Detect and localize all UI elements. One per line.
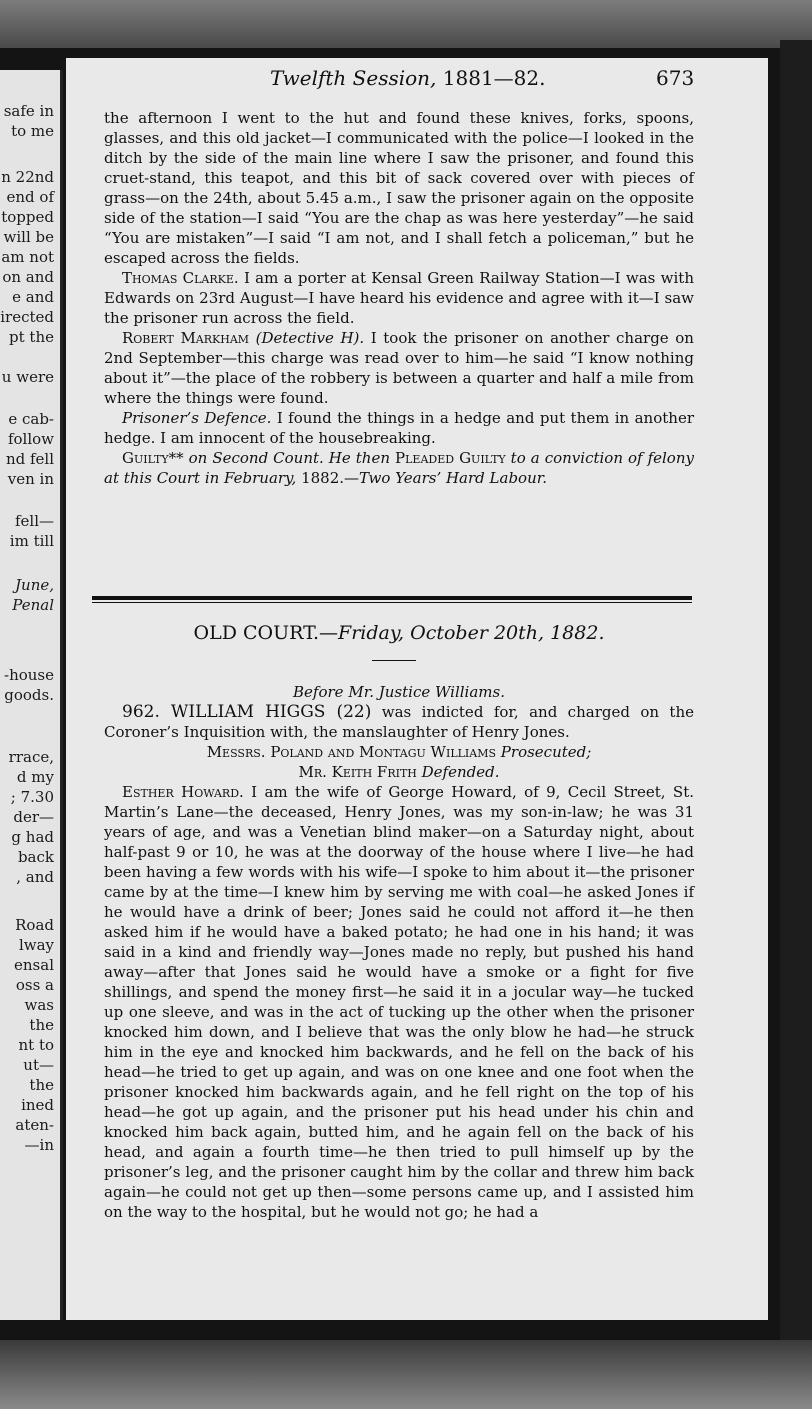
- judge-line: [104, 682, 694, 702]
- verdict-year: 1882.: [301, 469, 345, 487]
- previous-case-text: [104, 108, 694, 578]
- left-page-fragment: fell—: [14, 512, 54, 530]
- left-page-fragment: the: [29, 1076, 54, 1094]
- section-divider-thin: [92, 602, 692, 603]
- left-page-fragment: ensal: [14, 956, 54, 974]
- left-page-fragment: ; 7.30: [10, 788, 54, 806]
- judge: Before Mr. Justice Williams.: [293, 683, 505, 701]
- defence-text: I found the things in a hedge and put them in another hedge. I am innocent of the housebreaking.: [104, 409, 694, 447]
- heading-rule: [372, 660, 416, 661]
- testimony: [104, 782, 694, 1222]
- left-page-fragment: was: [24, 996, 54, 1014]
- header-session: Twelfth Session,: [270, 66, 437, 90]
- left-page-fragment: follow: [7, 430, 54, 448]
- background-top: [0, 0, 812, 48]
- left-page-fragment: irected: [0, 308, 54, 326]
- left-page-fragment: im till: [9, 532, 54, 550]
- paragraph: [104, 408, 694, 448]
- witness-name: Esther Howard.: [122, 783, 244, 801]
- left-page-fragment: rrace,: [8, 748, 54, 766]
- left-page-fragment: Penal: [12, 596, 54, 614]
- court-date: Friday, October 20th, 1882.: [338, 622, 605, 644]
- prosecutors: Messrs. Poland and Montagu Williams: [206, 743, 497, 761]
- left-page-fragment: g had: [11, 828, 54, 846]
- paragraph: [104, 268, 694, 328]
- witness-role: (Detective H).: [255, 329, 365, 347]
- defender: Mr. Keith Frith: [298, 763, 417, 781]
- prosecution-line: [104, 742, 694, 762]
- left-page-fragment: lway: [18, 936, 54, 954]
- left-page-fragment: June,: [15, 576, 54, 594]
- left-page-fragment: aten-: [15, 1116, 54, 1134]
- left-page-fragment: u were: [1, 368, 54, 386]
- left-page-fragment: safe in: [3, 102, 54, 120]
- case-number-defendant: 962. WILLIAM HIGGS (22): [122, 702, 372, 722]
- left-page-fragment: will be: [3, 228, 54, 246]
- left-page-fragment: e cab-: [8, 410, 54, 428]
- header-years: 1881—82.: [442, 66, 546, 90]
- left-page-fragment: on and: [2, 268, 54, 286]
- court-heading: [104, 622, 694, 644]
- background-bottom: [0, 1340, 812, 1409]
- verdict-text: to a conviction of felony at this Court in February,: [104, 449, 694, 487]
- witness-name: Thomas Clarke.: [122, 269, 239, 287]
- indictment: [104, 702, 694, 742]
- page-number: 673: [656, 66, 695, 90]
- left-page-fragment: e and: [12, 288, 54, 306]
- left-page-fragment: oss a: [15, 976, 54, 994]
- left-page-fragment: nt to: [18, 1036, 54, 1054]
- left-page-fragment: to me: [11, 122, 54, 140]
- verdict: [104, 448, 694, 488]
- left-page-fragment: ven in: [7, 470, 54, 488]
- left-page-fragment: ined: [21, 1096, 54, 1114]
- verdict-text: on Second Count. He then: [183, 449, 396, 467]
- left-page-fragment: back: [17, 848, 54, 866]
- left-page-fragment: am not: [1, 248, 54, 266]
- left-page-fragment: nd fell: [5, 450, 54, 468]
- left-page-fragment: —in: [24, 1136, 54, 1154]
- left-page-edge: [0, 70, 63, 1320]
- left-page-fragment: topped: [1, 208, 54, 226]
- left-page-fragment: ut—: [23, 1056, 54, 1074]
- testimony-text: I took the prisoner on another charge on 2nd September—this charge was read over to him—he said “I know nothing about it”—the place of the robbery is between a quarter and half a mile from where the things were found.: [104, 329, 694, 407]
- sentence-text: —Two Years’ Hard Labour.: [344, 469, 548, 487]
- court-name: OLD COURT.—: [193, 622, 339, 644]
- section-divider: [92, 596, 692, 600]
- left-page-fragment: -house: [4, 666, 54, 684]
- defence-line: [104, 762, 694, 782]
- left-page-fragment: , and: [16, 868, 54, 886]
- defence-role: Defended.: [416, 763, 500, 781]
- left-page-fragment: goods.: [4, 686, 54, 704]
- paragraph: the afternoon I went to the hut and found these knives, forks, spoons, glasses, and this old jacket—I communicated with the police—I looked in the ditch by the side of the main line where I saw the prisoner, and found this cruet-stand, this teapot, and this bit of sack covered over with pieces of grass—on the 24th, about 5.45 a.m., I saw the prisoner again on the opposite side of the station—I said “You are the chap as was here yesterday”—he said “You are mistaken”—I said “I am not, and I shall fetch a policeman,” but he escaped across the fields.: [104, 109, 694, 267]
- background-right: [780, 40, 812, 1340]
- witness-name: Robert Markham: [122, 329, 250, 347]
- running-header: [270, 66, 545, 90]
- plea-label: Pleaded Guilty: [395, 449, 506, 467]
- verdict-label: Guilty**: [122, 449, 184, 467]
- left-page-fragment: the: [29, 1016, 54, 1034]
- left-page-fragment: n 22nd: [1, 168, 54, 186]
- left-page-fragment: der—: [13, 808, 54, 826]
- case-text: [104, 682, 694, 1222]
- defence-label: Prisoner’s Defence.: [122, 409, 272, 427]
- prosecution-role: Prosecuted;: [496, 743, 592, 761]
- testimony-text: I am a porter at Kensal Green Railway Station—I was with Edwards on 23rd August—I have heard his evidence and agree with it—I saw the prisoner run across the field.: [104, 269, 694, 327]
- indictment-text: was indicted for, and charged on the Coroner’s Inquisition with, the manslaughter of Henry Jones.: [104, 703, 694, 741]
- left-page-fragment: d my: [16, 768, 54, 786]
- testimony-text: I am the wife of George Howard, of 9, Cecil Street, St. Martin’s Lane—the deceased, Henry Jones, was my son-in-law; he was 31 years of age, and was a Venetian blind maker—on a Saturday night, about half-past 9 or 10, he was at the doorway of the house where I live—he had been having a few words with his wife—I spoke to him about it—the prisoner came by at the time—I knew him by serving me with coal—he asked Jones if he would have a drink of beer; Jones said he could not afford it—he then asked him if he would have a baked potato; he had one in his hand; it was said in a kind and friendly way—Jones made no reply, but pushed his hand away—after that Jones said he would have a smoke or a fight for five shillings, and spend the money first—he said it in a jocular way—he tucked up one sleeve, and was in the act of tucking up the other when the prisoner knocked him down, and I believe that was the only blow he had—he struck him in the eye and knocked him backwards, and he fell on the back of his head—he tried to get up again, and was on one knee and one foot when the prisoner knocked him backwards again, and he fell right on the top of his head—he got up again, and the prisoner put his head under his chin and knocked him back again, butted him, and he again fell on the back of his head, and again a fourth time—he then tried to pull himself up by the prisoner’s leg, and the prisoner caught him by the collar and threw him back again—he could not get up then—some persons came up, and I assisted him on the way to the hospital, but he would not go; he had a: [104, 783, 694, 1221]
- left-page-fragment: Road: [15, 916, 54, 934]
- paragraph: [104, 328, 694, 408]
- left-page-fragment: pt the: [9, 328, 54, 346]
- left-page-fragment: end of: [6, 188, 54, 206]
